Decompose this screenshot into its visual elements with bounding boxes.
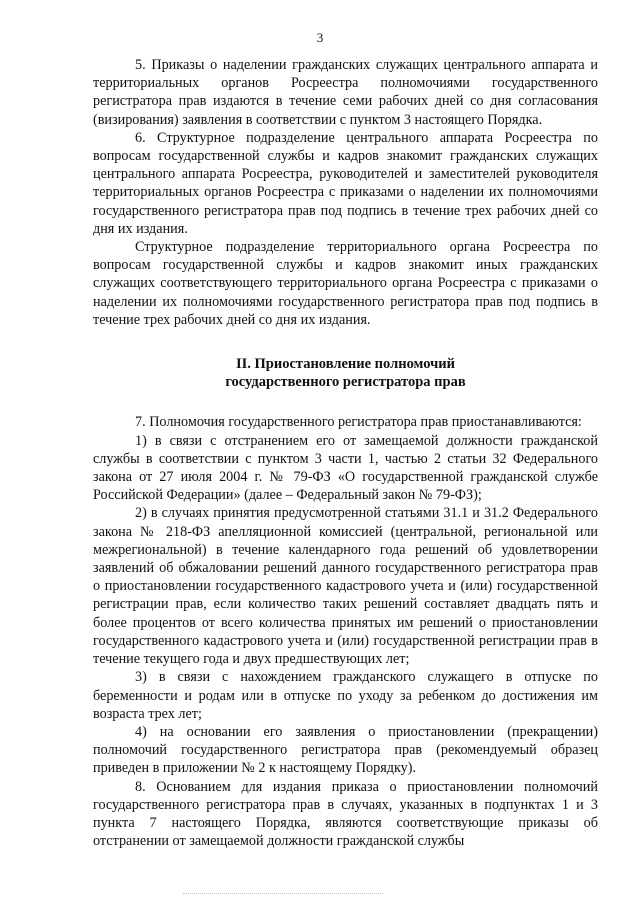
paragraph-7-item-1: 1) в связи с отстранением его от замещаемой должности гражданской службы в соответствии с пунктом 3 части 1, частью 2 статьи 32 Федерального закона от 27 июля 2004 г. № 79-ФЗ «О государственной гражданской службе Российской Федерации» (далее – Федеральный закон № 79-ФЗ); xyxy=(93,432,598,504)
section-heading-line2: государственного регистратора прав xyxy=(225,374,466,391)
section-heading xyxy=(93,355,598,391)
paragraph-7-item-2: 2) в случаях принятия предусмотренной статьями 31.1 и 31.2 Федерального закона № 218-ФЗ апелляционной комиссией (центральной, региональной или межрегиональной) в течение календарного года решений об удовлетворении заявлений об обжаловании решений данного государственного регистратора прав о приостановлении государственного кадастрового учета и (или) государственной регистрации прав, если количество таких решений составляет двадцать пять и более процентов от всего количества принятых им решений о приостановлении государственного кадастрового учета и (или) государственной регистрации прав в течение текущего года и двух предшествующих лет; xyxy=(93,505,598,668)
paragraph-7-item-4: 4) на основании его заявления о приостановлении (прекращении) полномочий государственного регистратора прав (рекомендуемый образец приведен в приложении № 2 к настоящему Порядку). xyxy=(93,723,598,777)
page-number: 3 xyxy=(316,30,324,45)
paragraph-7-item-3: 3) в связи с нахождением гражданского служащего в отпуске по беременности и родам или в отпуске по уходу за ребенком до достижения им возраста трех лет; xyxy=(93,669,598,722)
paragraph-6-territorial: Структурное подразделение территориального органа Росреестра по вопросам государственной службы и кадров знакомит иных гражданских служащих соответствующего территориального органа Росреестра с приказами о наделении их полномочиями государственного регистратора прав под подпись в течение трех рабочих дней со дня их издания. xyxy=(93,239,598,328)
section-heading-line1: II. Приостановление полномочий xyxy=(235,356,455,373)
paragraph-5: 5. Приказы о наделении гражданских служащих центрального аппарата и территориальных органов Росреестра полномочиями государственного регистратора прав издаются в течение семи рабочих дней со дня согласования (визирования) заявления в соответствии с пунктом 3 настоящего Порядка. xyxy=(93,57,598,128)
paragraph-8: 8. Основанием для издания приказа о приостановлении полномочий государственного регистратора прав в случаях, указанных в подпунктах 1 и 3 пункта 7 настоящего Порядка, являются соответствующие приказы об отстранении от замещаемой должности гражданской службы xyxy=(93,778,598,850)
scan-artifact-divider xyxy=(183,893,383,896)
document-body xyxy=(93,56,598,850)
paragraph-6: 6. Структурное подразделение центрального аппарата Росреестра по вопросам государственной службы и кадров знакомит гражданских служащих центрального аппарата Росреестра, руководителей и заместителей руководителя территориальных органов Росреестра с приказами о наделении их полномочиями государственного регистратора прав под подпись в течение трех рабочих дней со дня их издания. xyxy=(93,129,598,237)
paragraph-7: 7. Полномочия государственного регистратора прав приостанавливаются: xyxy=(135,414,582,431)
